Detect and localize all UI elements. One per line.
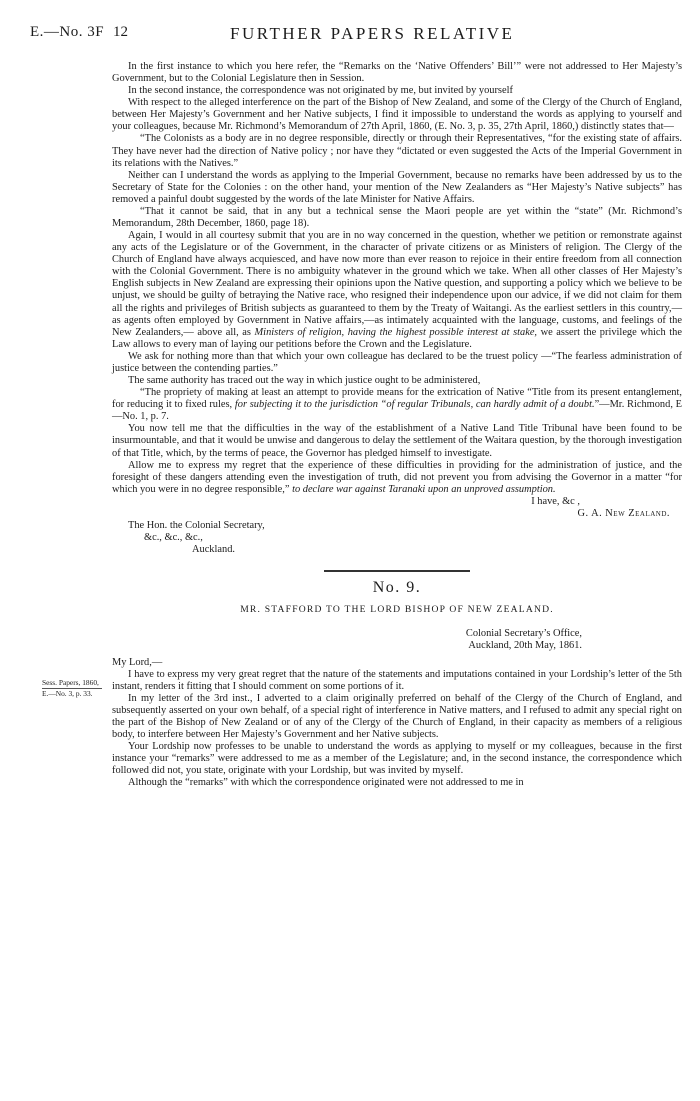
sender-address bbox=[112, 628, 682, 652]
paragraph bbox=[112, 460, 682, 496]
document-number: E.—No. 3F bbox=[30, 24, 105, 40]
paragraph: You now tell me that the difficulties in the way of the establishment of a Native Land Title Tribunal have been found to be insurmountable, and that it would be unwise and dangerous to delay the settlement of the Waitara question, by the thorough investigation of that Title, which, by the terms of peace, the Governor has pledged himself to investigate. bbox=[112, 423, 682, 459]
margin-note-line: E.—No. 3, p. 33. bbox=[42, 689, 93, 698]
quote-citation: ”—Mr. Richmond, E—No. 1, p. 7. bbox=[112, 399, 682, 423]
paragraph: With respect to the alleged interference on the part of the Bishop of New Zealand, and some of the Clergy of the Church of England, between Her Majesty’s Government and her Native subjects, I find it impossible to understand the words as applying to yourself and your colleagues, because Mr. Richmond’s Memorandum of 27th April, 1860, (E. No. 3, p. 35, 27th April, 1860,) distinctly states that— bbox=[112, 97, 682, 133]
page-number: 12 bbox=[113, 24, 128, 40]
paragraph: Although the “remarks” with which the correspondence originated were not addressed to me in bbox=[128, 777, 524, 789]
paragraph: In my letter of the 3rd inst., I adverted to a claim originally preferred on behalf of the Clergy of the Church of England, and subsequently asserted on your own behalf, of a special right of interference in Native matters, and I refused to admit any special right on the part of the Bishop of New Zealand or of any of the Clergy of the Church of England, in their capacity as members of a religious body, to interfere between Her Majesty’s Government and her Native subjects. bbox=[112, 692, 682, 740]
running-title: FURTHER PAPERS RELATIVE bbox=[230, 24, 515, 43]
addressee-line: Auckland. bbox=[192, 544, 235, 556]
section-divider bbox=[324, 570, 470, 572]
body-text bbox=[112, 61, 682, 789]
italic-emphasis: for subjecting it to the jurisdiction “of regular Tribunals, can hardly admit of a doubt. bbox=[234, 399, 595, 411]
paragraph-text: we assert the privilege which the Law allows to every man of laying our petitions before the Crown and the Legislature. bbox=[112, 326, 682, 350]
addressee-line: The Hon. the Colonial Secretary, bbox=[128, 519, 265, 531]
block-quote: “That it cannot be said, that in any but a technical sense the Maori people are yet within the “state” (Mr. Richmond’s Memorandum, 28th December, 1860, page 18). bbox=[112, 205, 682, 230]
paragraph-text: Again, I would in all courtesy submit that you are in no way concerned in the question, whether we petition or remonstrate against any acts of the Legislature or of the Government, in the character of private citizens or as Ministers of religion. The Clergy of the Church of England have always acquiesced, and have now more than ever reason to rejoice in their entire freedom from all connection with the Colonial Government. There is no ambiguity whatever in the ground which we take. When all other classes of Her Majesty’s English subjects in New Zealand are expressing their opinions upon the Native question, and supporting a policy which we believe to be unjust, we should be guilty of betraying the Native race, who resigned their independence upon our advice, if we did not claim for them all the rights and privileges of British subjects as guaranteed to them by the Treaty of Waitangi. As the earliest settlers in this country,—as agents often employed by Government in Native affairs,—as intimately acquainted with the language, customs, and feelings of the New Zealanders,— above all, as bbox=[112, 230, 682, 338]
quote-text: “The propriety of making at least an attempt to provide means for the extrication of Native “Title from its present entanglement, for reducing it to fixed rules, bbox=[112, 387, 682, 411]
block-quote: “The Colonists as a body are in no degree responsible, directly or through their Representatives, “for the existing state of affairs. They have never had the direction of Native policy ; nor have they “dictated or even suggested the Acts of the Imperial Government in its relations with the Natives.” bbox=[112, 133, 682, 169]
address-line: Auckland, 20th May, 1861. bbox=[468, 640, 582, 652]
paragraph bbox=[112, 230, 682, 351]
address-line: Colonial Secretary’s Office, bbox=[465, 628, 582, 640]
margin-note-line: Sess. Papers, 1860, bbox=[42, 678, 99, 687]
paragraph: In the second instance, the correspondence was not originated by me, but invited by yourself bbox=[128, 85, 513, 97]
paragraph: We ask for nothing more than that which your own colleague has declared to be the truest policy —“The fearless administration of justice between the contending parties.” bbox=[112, 350, 682, 374]
paragraph: I have to express my very great regret that the nature of the statements and imputations contained in your Lordship’s letter of the 5th instant, renders it fitting that I should comment on some portions of it. bbox=[112, 668, 682, 692]
addressee-line: &c., &c., &c., bbox=[144, 532, 203, 544]
page-header bbox=[0, 24, 700, 46]
letter-number: No. 9. bbox=[372, 579, 422, 597]
paragraph: Your Lordship now professes to be unable to understand the words as applying to myself or my colleagues, because in the first instance your “remarks” were addressed to me as a member of the Legislature; and, in the second instance, the correspondence which followed did not, you state, originate with your Lordship, but was invited by myself. bbox=[112, 741, 682, 777]
paragraph: In the first instance to which you here refer, the “Remarks on the ‘Native Offenders’ Bill’” were not addressed to Her Majesty’s Government, but to the Colonial Legislature then in Session. bbox=[112, 61, 682, 85]
margin-note bbox=[42, 678, 108, 698]
closing: I have, &c , bbox=[531, 495, 580, 507]
paragraph-text: Allow me to express my regret that the experience of these difficulties in providing for the administration of justice, and the foresight of these dangers attending even the investigation of truth, did not prevent you from advising the Governor in a matter “for which you were in no degree responsible,” bbox=[112, 459, 682, 495]
signature: G. A. New Zealand. bbox=[577, 507, 670, 519]
italic-emphasis: to declare war against Taranaki upon an unproved assumption. bbox=[292, 483, 556, 495]
paragraph: The same authority has traced out the way in which justice ought to be administered, bbox=[128, 375, 481, 387]
italic-emphasis: Ministers of religion, having the highest possible interest at stake, bbox=[254, 326, 538, 338]
paragraph: Neither can I understand the words as applying to the Imperial Government, because no remarks have been addressed by us to the Secretary of State for the Colonies : on the other hand, your mention of the New Zealanders as “Her Majesty’s Native subjects” has removed a painful doubt suggested by the words of the late Minister for Native Affairs. bbox=[112, 169, 682, 205]
block-quote bbox=[112, 387, 682, 423]
letter-title: MR. STAFFORD TO THE LORD BISHOP OF NEW ZEALAND. bbox=[240, 604, 554, 616]
salutation: My Lord,— bbox=[112, 656, 163, 668]
